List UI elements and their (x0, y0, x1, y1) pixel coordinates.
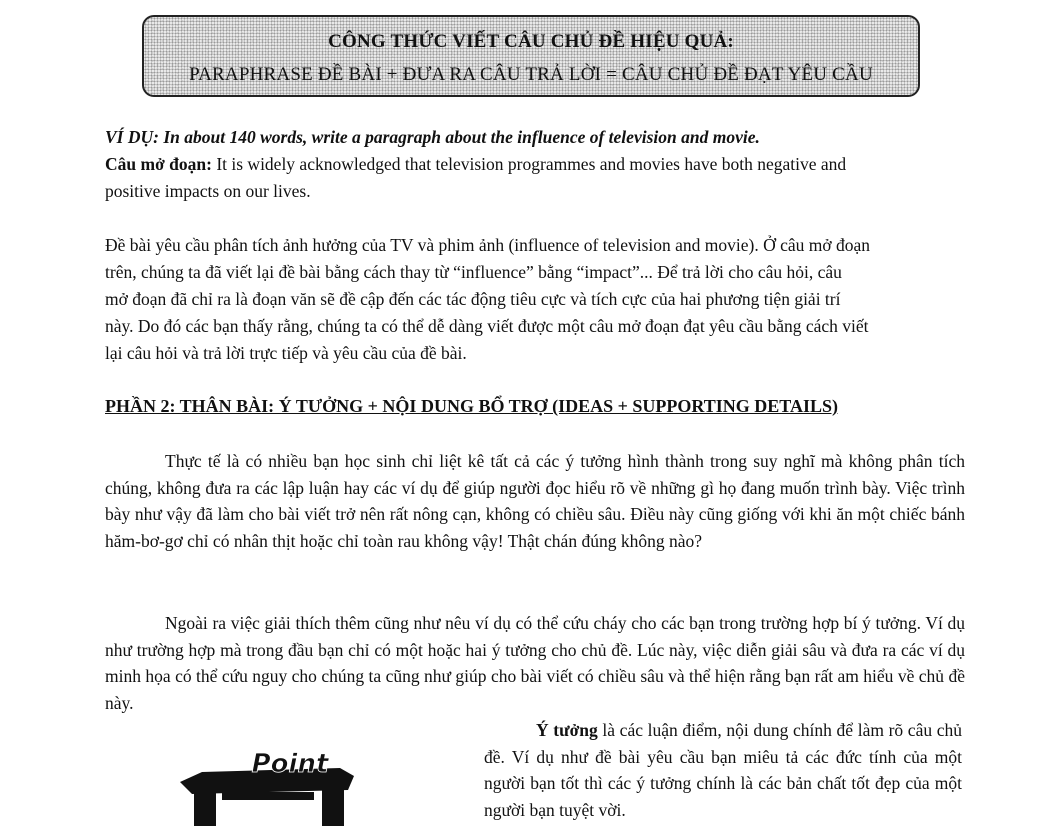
body-paragraph-1 (105, 448, 965, 554)
analysis-line-2: trên, chúng ta đã viết lại đề bài bằng cách thay từ “influence” bằng “impact”... Để trả lời cho câu hỏi, câu (105, 262, 842, 282)
opening-sentence-text-1: It is widely acknowledged that television programmes and movies have both negative and (211, 154, 847, 174)
table-leg-right (322, 786, 344, 826)
opening-sentence-line-1 (105, 153, 846, 175)
analysis-line-1: Đề bài yêu cầu phân tích ảnh hưởng của TV và phim ảnh (influence of television and movie). Ở câu mở đoạn (105, 235, 871, 255)
analysis-line-3: mở đoạn đã chỉ ra là đoạn văn sẽ đề cập đến các tác động tiêu cực và tích cực của hai phương tiện giải trí (105, 289, 841, 309)
point-word: Point (251, 749, 329, 779)
formula-box (142, 15, 920, 97)
opening-sentence-line-2: positive impacts on our lives. (105, 181, 311, 201)
analysis-line-5: lại câu hỏi và trả lời trực tiếp và yêu cầu của đề bài. (105, 343, 467, 363)
body-paragraph-1-text: Thực tế là có nhiều bạn học sinh chỉ liệt kê tất cả các ý tưởng hình thành trong suy nghĩ mà không phân tích chúng, không đưa ra các lập luận hay các ví dụ để giúp người đọc hiểu rõ về những gì họ đang muốn trình bày. Việc trình bày như vậy đã làm cho bài viết trở nên rất nông cạn, không có chiều sâu. Điều này cũng giống với khi ăn một chiếc bánh hăm-bơ-gơ chỉ có nhân thịt hoặc chỉ toàn rau không vậy! Thật chán đúng không nào? (105, 451, 965, 551)
formula-equation: PARAPHRASE ĐỀ BÀI + ĐƯA RA CÂU TRẢ LỜI = CÂU CHỦ ĐỀ ĐẠT YÊU CẦU (189, 64, 873, 85)
opening-sentence-label: Câu mở đoạn: (105, 154, 212, 174)
idea-text: là các luận điểm, nội dung chính để làm rõ câu chủ đề. Ví dụ như đề bài yêu cầu bạn miêu tả các đức tính của một người bạn tốt thì các ý tưởng chính là các bản chất tốt đẹp của một người bạn tuyệt vời. (484, 720, 962, 820)
formula-title: CÔNG THỨC VIẾT CÂU CHỦ ĐỀ HIỆU QUẢ: (328, 31, 734, 52)
idea-paragraph (484, 717, 962, 823)
body-paragraph-2-text: Ngoài ra việc giải thích thêm cũng như nêu ví dụ có thể cứu cháy cho các bạn trong trường hợp bí ý tưởng. Ví dụ như trường hợp mà trong đầu bạn chỉ có một hoặc hai ý tưởng cho chủ đề. Lúc này, việc diễn giải sâu và đưa ra các ví dụ minh họa có thể cứu nguy cho chúng ta cũng như giúp cho bài viết có chiều sâu và thể hiện rằng bạn rất am hiểu về chủ đề này. (105, 613, 965, 713)
table-apron (222, 792, 314, 800)
example-prompt: VÍ DỤ: In about 140 words, write a paragraph about the influence of television and movie. (105, 127, 760, 147)
point-table-illustration (172, 742, 362, 826)
section-heading: PHẦN 2: THÂN BÀI: Ý TƯỞNG + NỘI DUNG BỔ TRỢ (IDEAS + SUPPORTING DETAILS) (105, 396, 838, 416)
table-leg-left (194, 790, 216, 826)
analysis-line-4: này. Do đó các bạn thấy rằng, chúng ta có thể dễ dàng viết được một câu mở đoạn đạt yêu cầu bằng cách viết (105, 316, 869, 336)
body-paragraph-2 (105, 610, 965, 716)
idea-term: Ý tưởng (536, 720, 598, 740)
